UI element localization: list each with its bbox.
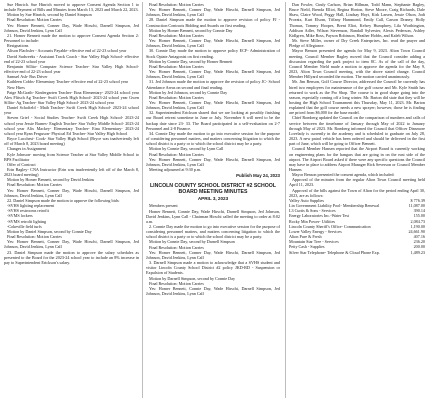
paragraph: Yes: Homer Bennett, Conner Day, Wade Hirschi, Darnell Simpson, Jed Johnson, David Jenkins, Lynn Call (146, 99, 280, 111)
paragraph: 22. Daniel Simpson made the motion to approve the following bids: (7, 197, 120, 203)
column-divider (285, 2, 286, 398)
ledger-amount: 390.14 (413, 208, 425, 214)
paragraph: Final Resolution: Motion Carries (149, 2, 204, 7)
ledger-payee: Lincoln County Sheriff's Office- Communication (289, 223, 371, 229)
paragraph: Motion by Sue Hinrich, second by Daniel Simpson (7, 12, 92, 18)
paragraph: Bryce Lucchesi- Cook- Star Valley High School (Bryce was inadvertently left off of March 8, 2023 board meeting) (4, 136, 139, 147)
ledger-amount: 1,489.23 (410, 249, 425, 255)
paragraph: Sue Hinrich. Sue Hinrich moved to approve Consent Agenda Section 1 to include Payment of Bills and Minutes from March 13, 2023 and March 22, 2023. (4, 2, 139, 13)
paragraph: Final Resolution: Motion Carries (149, 280, 204, 286)
paragraph: 3. Darnell Simpson made a motion to acknowledge that a SVHS student and visitor Lincoln County School District #2 policy JKD-RD - Suspension or Expulsion of Students. (146, 260, 280, 276)
paragraph: 2. Connie Day made the motion to go into executive session for the purpose of considering personnel matters, and matters concerning litigation to which the school district is a party or to which the school district may be a party. (146, 223, 280, 240)
paragraph: Kyle Johnson- moving from Science Teacher at Star Valley Middle School to BPS Facilitator (4, 151, 139, 162)
column-right-text (289, 2, 425, 198)
paragraph: 28. Daniel Simpson made the motion to approve revision of policy FJ - Construction Contracts Bidding and Awards on first reading. (146, 17, 280, 28)
paragraph: Council Member Hansen reported that the Airport Board is currently working on engineering plans for the hangars that are going in on the east side of the airport. The Airport Board asked if there were any specific questions the Council may have in place to address Airport Manager Rick Severson or Council Member Hansen. (289, 146, 425, 172)
paragraph: Mayor Benson presented the consent agenda, which included: (292, 172, 395, 178)
paragraph: Dan Fowler, Cindy Carlson, Brian Hillman, Todd Mann, Stephanie Bagley, Bruce Nield, Brenda Elliot, Regina Horton, Steve Moore, Craig Richards, Dale Shaw, Claire Wood, Peggy Hall, Lindsay Hoyt, Kirk Larsen, Jessie Olson, Jodi Proeatz, Kurt Elsom, Tiffany Hammond, Emily Call, Carson Draney, Holly Thomas, Tommy Hoopes, Brent Eliot, Kelsey Humphrey, Lila Worthington, Addison Adler, Wilson Stevenson, Randall Sylvester, Alexis Pederson, Ashley Kidlgren, Mike Ross, Payson Robinson, Heather Hobbs, and Kaleb Wilson. (289, 2, 425, 38)
paragraph: Final Resolution: Motion Carries (149, 63, 204, 69)
ledger-payee: Valley Auto Supplies (289, 197, 324, 203)
column-divider (142, 2, 143, 398)
paragraph: Approval of the bills against the Town of Alton for the period ending April 30, 2023, are as follows: (289, 187, 425, 198)
ledger-payee: Silver Star Telephone- Telephone & Cloud Phone Exp. (289, 249, 380, 255)
ledger-payee: Energy Laboratories Inc.-Water Test (289, 213, 350, 219)
column-middle (146, 2, 280, 400)
paragraph: Yes: Homer Bennett, Conner Day, Wade Hirschi, Darnell Simpson, Jed Johnson, David Jenkins, Lynn Call (146, 38, 280, 49)
paragraph: -SVHS restrooms retrofit (7, 208, 49, 214)
paragraph: -SVHS lighting replacement (7, 203, 55, 209)
paragraph: Alison Flachsler - Accounts Payable- effective end of 22-23 school year (7, 48, 127, 54)
paragraph: Meeting adjourned at 9:30 p.m. (149, 167, 202, 172)
paragraph: -Cokeville field turfs (7, 223, 42, 229)
ledger-amount: 2,084.73 (410, 218, 425, 224)
paragraph: Daniel Schofield - Math Teacher- Swift Creek High School- 2023-24 school year (4, 105, 139, 116)
paragraph: Final Resolution: Motion Carries (149, 151, 204, 157)
paragraph: Mayor Benson presented the agenda for May 9, 2023. Alton Town Council meeting. Council Member Bagley moved that the Council consider adding a discussion regarding the park project to item 8C. As of the call of the day, Council Member Nield made a motion to approve the agenda for the May 9, 2023, Alton Town Council meeting, with the above stated change. Council Member Hillyard seconded the motion. The motion carried unanimously. (289, 48, 425, 80)
paragraph: 30. Connie Day made the motion to approve policy ECF- Administration of Stock Opiate Antagonist on first reading. (146, 48, 280, 59)
paragraph: -SVMS lockers (7, 213, 33, 219)
paragraph: Erin Bagley- CNA Instructor (Erin was inadvertently left off of the March 8, 2023 board meeting) (4, 167, 139, 178)
paragraph: Mr. Jim Benson, Golf Course Director, addressed the Council he currently has hired two employees for maintenance of the golf course and Mr. Kyle Smith has returned to work as the Pro Shop. The course is in good shape going into the season, especially coming off a long winter. Mr. Barton did state that they will be hosting the High School Tournament this Thursday, May 11, 2023. Mr. Barton explained that the golf course needs a new sprayer; however, those he is finding are priced from $6,000 for the base model. (289, 79, 425, 116)
paragraph: Kathleen Cobbs- Elementary Teacher- effective end of 22-23 school year (7, 79, 128, 85)
paragraph: 23. Daniel Simpson made the motion to approve the salary schedules as presented to the Board for the 2023-24 school year to include an 8% increase in pay to Superintendent Erickson's salary. (4, 249, 139, 265)
paragraph: Yes: Homer Bennett, Conner Day, Wade Hirschi, Darnell Simpson, Jed Johnson, David Jenkins, Lynn Call (146, 69, 280, 80)
ledger-amount: 200.00 (413, 244, 425, 250)
ledger-row (289, 250, 425, 255)
minutes-heading: LINCOLN COUNTY SCHOOL DISTRICT #2 SCHOOL BOARD MEETING MINUTES (149, 183, 277, 196)
ledger-payee: Mountain Star Tree - Services (289, 239, 339, 245)
paragraph: Motion by Homer Bennett, second by Connie Day (149, 27, 233, 33)
paragraph: Yes: Homer Bennett, Conner Day, Wade Hirschi, Darnell Simpson, Jed Johnson, David Jenkins, Lynn Call (146, 156, 280, 167)
paragraph: Motion by Daniel Simpson, second by Connie Day (7, 228, 92, 234)
paragraph: Motion by Connie Day, second by Homer Bennett (149, 58, 233, 64)
ledger-payee: Rocky Mtn Power- Utilities (289, 218, 336, 224)
paragraph: Yes: Homer Bennett, Conner Day, Wade Hirschi, Darnell Simpson, Jed Johnson, David Jenkins, Lynn Call (4, 22, 139, 33)
paragraph: Chief Romberg updated the Council on the comparison of numbers and calls of service between the timeframe of January through May of 2022 to January through May of 2023. Mr. Romberg informed the Council that Officer Dinsmore Lovelady is currently in the academy and is scheduled to graduate on July 28, 2023. A new patrol vehicle has been ordered and should be delivered in the first part of June, which will be going to Officer Bennett. (289, 115, 425, 147)
paragraph: 21. Homer Bennett made the motion to approve Consent Agenda Section 2: Personnel to include: (4, 32, 139, 44)
paragraph: Motion by Jed Johnson, second by Connie Day (149, 89, 228, 95)
paragraph: Changes in Assignment (7, 146, 47, 152)
paragraph: New Hires (7, 84, 25, 90)
ledger-payee: Lin Government Liability Pool- Membership Renewal (289, 203, 380, 209)
paragraph: Approval of the minutes from the regular Alton Town Council meeting held April 11, 2023. (289, 177, 425, 188)
paragraph: Offer of Contract (7, 161, 36, 167)
ledger-amount: 1,190.00 (410, 223, 425, 229)
ledger-amount: 236.20 (413, 239, 425, 245)
ledger-payee: L3 Curtis & Sons - Services (289, 208, 336, 214)
paragraph: Samuel Ash- Bus Driver (7, 74, 48, 80)
paragraph: Yes: Homer Bennett, Conner Day, Wade Hirschi, Darnell Simpson, Jed Johnson, David Jenkins, Lynn Call (146, 249, 280, 260)
paragraph: David Sudweeks - Assistant Track Coach - Star Valley High School- effective end of 22-23 school year (4, 53, 139, 64)
ledger-amount: 407.16 (413, 234, 425, 240)
paragraph: Motion by Darnell Simpson, second by Connie Day (149, 275, 236, 281)
paragraph: -SVMS retrofit lighting (7, 218, 47, 224)
paragraph: Final Resolution: Motion Carries (149, 32, 204, 38)
paragraph: Steven Grief - Social Studies Teacher- Swift Creek High School- 2023-24 school year Jessie Barnes- English Teacher- Star Valley Middle School- 2023-24 school year Alix Mackey- Elementary Teacher- Etna Elementary- 2023-24 school year Ryan Ferguson- Physical Ed Teacher- Star Valley High School (4, 115, 139, 136)
ledger-amount: $ 776.39 (410, 197, 425, 203)
ledger-amount: 11,087.00 (408, 203, 425, 209)
column-right (289, 2, 425, 400)
paragraph: Homer Bennett, Connie Day, Wade Hirschi, Darnell Simpson, Jed Johnson, David Jenkins, Lynn Call - Chairman Hirschi called the meeting to order at 8:02 a.m. (146, 208, 280, 224)
bills-ledger (289, 198, 425, 255)
paragraph: Motion by Connie Day, second by Lynn Call (149, 146, 224, 152)
ledger-payee: Alton Pure & Fresh (289, 234, 322, 240)
ledger-amount: 24,661.90 (408, 228, 425, 234)
publish-date: Publish May 24, 2023 (236, 173, 280, 179)
paragraph: 32. Superintendent Erickson shared that we are looking at possibly finishing our Board retreat sometime in June or July. November 6 will need to be the backup date since 23- 33. The Board participated in a self-evaluation on 2-7 Personnel and 2-8 Finance. (146, 110, 280, 131)
paragraph: Final Resolution: Motion Carries (149, 94, 204, 100)
paragraph: 31. Jed Johnson made the motion to approve the revision of policy JC- School Attendance Areas on second and final reading. (146, 79, 280, 90)
column-left (4, 2, 139, 400)
paragraph: Paige McGrath- Kindergarten Teacher- Etna Elementary- 2023-24 school year Alex Flitsch Ag Teacher- Swift Creek High School- 2023-24 school year Gwen Sillito- Ag Teacher- Star Valley High School- 2023-24 school year (4, 89, 139, 105)
paragraph: Mr. Steve Miller, owner of Dry Creek Enterprises, Inc. read the prayer and Pledge of Allegiance. (289, 38, 425, 49)
paragraph: 34. Connie Day made the motion to go into executive session for the purpose of considering personnel matters, and matters concerning litigation to which the school district is a party or to which the school district may be a party. (146, 130, 280, 147)
paragraph: Yes: Homer Bennett, Connie Day, Wade Hirschi, Darnell Simpson, Jed Johnson, David Jenkins, Lynn Call (146, 285, 280, 297)
paragraph: Final Resolution: Motion Carries (7, 17, 62, 23)
paragraph: Yes: Homer Bennett, Conner Day, Wade Hirschi, Darnell Simpson, Jed Johnson, David Jenkins, Lynn Call (4, 187, 139, 198)
paragraph: Motion by Homer Bennett, second by David Jenkins (7, 177, 95, 183)
paragraph: Motion by Connie Day, second by Darnell Simpson (149, 239, 235, 245)
column-middle-bottom (146, 203, 280, 296)
ledger-payee: Lower Valley Energy - Services (289, 228, 342, 234)
column-middle-top (146, 2, 280, 172)
paragraph: Yes: Homer Bennett, Conner Day, Wade Hirschi, Darnell Simpson, Jed Johnson, David Jenkins, Lynn Call (146, 7, 280, 18)
paragraph: Members present (149, 203, 178, 209)
paragraph: Final Resolution: Motion Carries (149, 244, 204, 250)
paragraph: Final Resolution: Motion Carries (7, 234, 62, 240)
ledger-payee: Petty Cash - Supplies (289, 244, 325, 250)
paragraph: Benjamin Sillito- Computer Science Teacher- Star Valley High School- effective end of 22-23 school year (4, 63, 139, 75)
ledger-amount: 155.00 (413, 213, 425, 219)
paragraph: Resignations (7, 43, 29, 49)
paragraph: Final Resolution: Motion Carries (7, 182, 62, 188)
minutes-date: APRIL 3, 2023 (197, 195, 229, 201)
paragraph: Yes: Homer Bennett, Conner Day, Wade Hirschi, Darnell Simpson, Jed Johnson, David Jenkins, Lynn Call (4, 239, 139, 250)
